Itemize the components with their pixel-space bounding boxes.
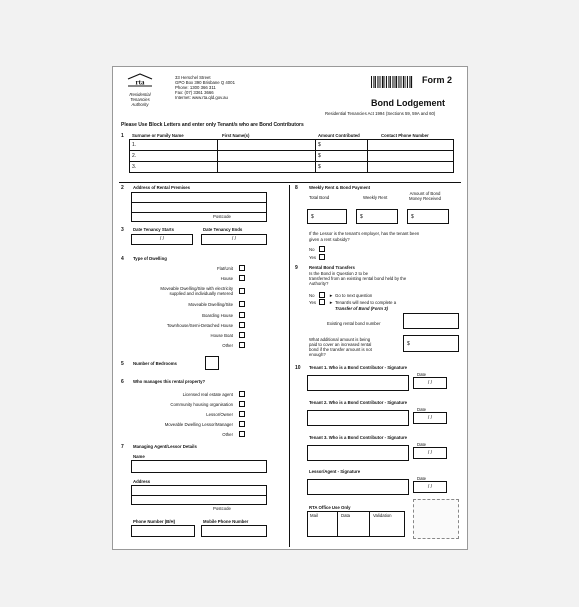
manager-agent: Licensed real estate agent xyxy=(182,392,233,397)
q7-name-label: Name xyxy=(133,454,145,459)
weekly-rent-field[interactable] xyxy=(356,209,398,224)
manager-other: Other xyxy=(222,432,233,437)
dwelling-moveable-elec-2: supplied and individually metered xyxy=(169,291,233,296)
tenant-3-date-label: Date xyxy=(417,442,427,447)
manager-community-checkbox[interactable] xyxy=(239,401,245,407)
tenant-1-date-label: Date xyxy=(417,372,427,377)
firstname-cell[interactable] xyxy=(218,140,316,151)
dwelling-moveable-elec: Moveable Dwelling/Site with electricity xyxy=(160,286,233,291)
weekly-rent-label: Weekly Rent xyxy=(363,195,388,200)
subsidy-question: If the Lessor is the tenant's employer, has the tenant been xyxy=(309,231,420,236)
q9-desc-3: Authority? xyxy=(309,281,329,286)
amount-cell[interactable]: $ xyxy=(316,162,368,173)
dwelling-moveable: Moveable Dwelling/Site xyxy=(188,302,233,307)
manager-moveable-checkbox[interactable] xyxy=(239,421,245,427)
dwelling-houseboat: House Boat xyxy=(210,333,233,338)
table-row xyxy=(130,140,454,151)
q7-phone-label: Phone Number (B/H) xyxy=(133,519,176,524)
dwelling-moveable-checkbox[interactable] xyxy=(239,301,245,307)
subsidy-yes-checkbox[interactable] xyxy=(319,254,325,260)
total-bond-field[interactable] xyxy=(307,209,347,224)
tenant-3-signature-label: Tenant 3. Who is a Bond Contributor - Signature xyxy=(309,435,408,440)
amount-cell[interactable]: $ xyxy=(316,151,368,162)
dwelling-townhouse-checkbox[interactable] xyxy=(239,322,245,328)
dwelling-other: Other xyxy=(222,343,233,348)
agent-phone-field[interactable] xyxy=(131,525,195,537)
q2-number: 2 xyxy=(121,185,124,191)
logo-sub-3: Authority xyxy=(131,102,149,107)
amount-received-label xyxy=(409,191,441,201)
q4-number: 4 xyxy=(121,256,124,262)
manager-moveable: Moveable Dwelling Lessor/Manager xyxy=(164,422,233,427)
q5-label: Number of Bedrooms xyxy=(133,361,177,366)
manager-community: Community housing organisation xyxy=(170,402,233,407)
q2-label: Address of Rental Premises xyxy=(133,185,191,190)
q6-number: 6 xyxy=(121,379,124,385)
dwelling-townhouse: Townhouse/Semi-Detached House xyxy=(166,323,233,328)
tenant-3-signature-field[interactable] xyxy=(307,445,409,461)
address-line: GPO Box 390 Brisbane Q 4001 xyxy=(175,80,235,85)
subsidy-no-checkbox[interactable] xyxy=(319,246,325,252)
q7-mobile-label: Mobile Phone Number xyxy=(203,519,249,524)
section-divider xyxy=(119,182,461,183)
act-reference: Residential Tenancies Act 1994 (Sections 59, 59A and 60) xyxy=(325,111,436,116)
dwelling-moveable-elec-checkbox[interactable] xyxy=(239,288,245,294)
amount-received-line1: Amount of Bond xyxy=(409,191,441,196)
office-stamp-area xyxy=(413,499,459,539)
total-bond-label: Total Bond xyxy=(309,195,330,200)
lessor-date-field[interactable]: / / xyxy=(413,481,447,493)
subsidy-question-2: given a rent subsidy? xyxy=(309,237,350,242)
phone-cell[interactable] xyxy=(368,140,454,151)
dwelling-flat-checkbox[interactable] xyxy=(239,265,245,271)
transfer-yes-checkbox[interactable] xyxy=(319,299,325,305)
office-mail: Mail xyxy=(310,513,318,518)
table-row xyxy=(130,151,454,162)
agent-mobile-field[interactable] xyxy=(201,525,267,537)
col-amount: Amount Contributed xyxy=(318,133,360,138)
address-line-divider xyxy=(131,202,267,203)
manager-other-checkbox[interactable] xyxy=(239,431,245,437)
office-divider xyxy=(337,511,338,537)
agent-name-field[interactable] xyxy=(131,460,267,473)
lessor-signature-label: Lessor/Agent - Signature xyxy=(309,469,361,474)
dwelling-boarding: Boarding House xyxy=(202,313,233,318)
q7-address-label: Address xyxy=(133,479,151,484)
tenant-1-signature-label: Tenant 1. Who is a Bond Contributor - Signature xyxy=(309,365,408,370)
office-divider xyxy=(369,511,370,537)
manager-lessor: Lessor/Owner xyxy=(206,412,233,417)
office-use-label: RTA Office Use Only xyxy=(309,505,351,510)
additional-amount-3: bond if the transfer amount is not xyxy=(309,347,372,352)
instruction: Please Use Block Letters and enter only Tenant/s who are Bond Contributors xyxy=(121,122,304,128)
q3-number: 3 xyxy=(121,227,124,233)
lessor-date-label: Date xyxy=(417,476,427,481)
dwelling-house: House xyxy=(220,276,233,281)
q4-label: Type of Dwelling xyxy=(133,256,167,261)
dwelling-houseboat-checkbox[interactable] xyxy=(239,332,245,338)
rta-logo xyxy=(125,73,155,107)
bond-received-field[interactable] xyxy=(407,209,449,224)
manager-lessor-checkbox[interactable] xyxy=(239,411,245,417)
q8-label: Weekly Rent & Bond Payment xyxy=(309,185,371,190)
tenant-1-date-field[interactable]: / / xyxy=(413,377,447,389)
tenant-3-date-field[interactable]: / / xyxy=(413,447,447,459)
address-line-divider xyxy=(131,495,267,496)
q7-number: 7 xyxy=(121,444,124,450)
q9-label: Rental Bond Transfers xyxy=(309,265,355,270)
q10-number: 10 xyxy=(295,365,301,371)
phone-line: Phone: 1300 366 311 xyxy=(175,85,216,90)
surname-cell[interactable]: 3. xyxy=(130,162,218,173)
contributors-table xyxy=(129,139,454,173)
firstname-cell[interactable] xyxy=(218,162,316,173)
dwelling-other-checkbox[interactable] xyxy=(239,342,245,348)
phone-cell[interactable] xyxy=(368,151,454,162)
q2-postcode-label: Postcode xyxy=(213,214,231,219)
q9-number: 9 xyxy=(295,265,298,271)
existing-bond-label: Existing rental bond number xyxy=(327,321,381,326)
additional-amount-4: enough? xyxy=(309,352,326,357)
tenant-1-signature-field[interactable] xyxy=(307,375,409,391)
fax-line: Fax: (07) 3361 3666 xyxy=(175,90,214,95)
phone-cell[interactable] xyxy=(368,162,454,173)
col-firstname: First Name(s) xyxy=(222,133,250,138)
dwelling-house-checkbox[interactable] xyxy=(239,275,245,281)
transfer-no-label: No xyxy=(309,293,315,298)
form-title: Bond Lodgement xyxy=(371,98,445,108)
q3-start-label: Date Tenancy Starts xyxy=(133,227,174,232)
transfer-no-arrow: ► xyxy=(329,293,334,298)
dwelling-boarding-checkbox[interactable] xyxy=(239,312,245,318)
office-validation: Validation xyxy=(373,513,392,518)
transfer-no-checkbox[interactable] xyxy=(319,292,325,298)
address-line: 33 Herschel Street xyxy=(175,75,211,80)
bond-lodgement-form xyxy=(112,66,468,550)
barcode-icon xyxy=(371,76,413,88)
surname-cell[interactable]: 1. xyxy=(130,140,218,151)
amount-received-line2: Money Received xyxy=(409,196,442,201)
tenancy-end-field[interactable]: / / xyxy=(201,234,267,245)
transfer-yes-text: Tenant/s will need to complete a xyxy=(335,300,397,305)
col-phone: Contact Phone Number xyxy=(381,133,429,138)
transfer-no-text: Go to next question xyxy=(335,293,373,298)
logo-sub-2: Tenancies xyxy=(130,97,150,102)
firstname-cell[interactable] xyxy=(218,151,316,162)
tenancy-start-field[interactable]: / / xyxy=(131,234,193,245)
amount-cell[interactable]: $ xyxy=(316,140,368,151)
transfer-yes-arrow: ► xyxy=(329,300,334,305)
surname-cell[interactable]: 2. xyxy=(130,151,218,162)
q5-number: 5 xyxy=(121,361,124,367)
additional-amount-2: paid to cover an increased rental xyxy=(309,342,372,347)
q6-label: Who manages this rental property? xyxy=(133,379,206,384)
transfer-yes-label: Yes xyxy=(309,300,317,305)
q9-desc-1: Is the Bond in Question 2 to be xyxy=(309,271,369,276)
bedrooms-field[interactable] xyxy=(205,356,219,370)
lessor-signature-field[interactable] xyxy=(307,479,409,495)
rta-address xyxy=(175,75,235,100)
svg-text:rta: rta xyxy=(135,78,145,87)
tenant-2-date-field[interactable]: / / xyxy=(413,412,447,424)
q7-postcode-label: Postcode xyxy=(213,506,231,511)
total-bond-dollar: $ xyxy=(311,214,314,220)
additional-dollar: $ xyxy=(407,341,410,347)
weekly-rent-dollar: $ xyxy=(360,214,363,220)
internet-line: Internet: www.rta.qld.gov.au xyxy=(175,95,228,100)
logo-sub-1: Residential xyxy=(129,92,151,97)
tenant-2-signature-label: Tenant 2. Who is a Bond Contributor - Signature xyxy=(309,400,408,405)
tenant-2-signature-field[interactable] xyxy=(307,410,409,426)
column-divider xyxy=(289,185,290,547)
tenant-2-date-label: Date xyxy=(417,407,427,412)
form-number: Form 2 xyxy=(422,75,453,85)
additional-amount-field[interactable] xyxy=(403,335,459,352)
q1-number: 1 xyxy=(121,133,124,139)
office-data: Data xyxy=(341,513,351,518)
rental-address-field[interactable] xyxy=(131,192,267,222)
transfer-form-3: Transfer of Bond (Form 3) xyxy=(335,306,388,311)
col-surname: Surname or Family Name xyxy=(132,133,184,138)
existing-bond-field[interactable] xyxy=(403,313,459,329)
subsidy-no-label: No xyxy=(309,247,315,252)
subsidy-yes-label: Yes xyxy=(309,255,317,260)
additional-amount-1: What additional amount is being xyxy=(309,337,371,342)
dwelling-flat: Flat/Unit xyxy=(217,266,233,271)
q9-desc-2: transferred from an existing rental bond held by the xyxy=(309,276,407,281)
q3-end-label: Date Tenancy Ends xyxy=(203,227,243,232)
manager-agent-checkbox[interactable] xyxy=(239,391,245,397)
bond-received-dollar: $ xyxy=(411,214,414,220)
q8-number: 8 xyxy=(295,185,298,191)
address-line-divider xyxy=(131,212,267,213)
table-row xyxy=(130,162,454,173)
q7-label: Managing Agent/Lessor Details xyxy=(133,444,197,449)
